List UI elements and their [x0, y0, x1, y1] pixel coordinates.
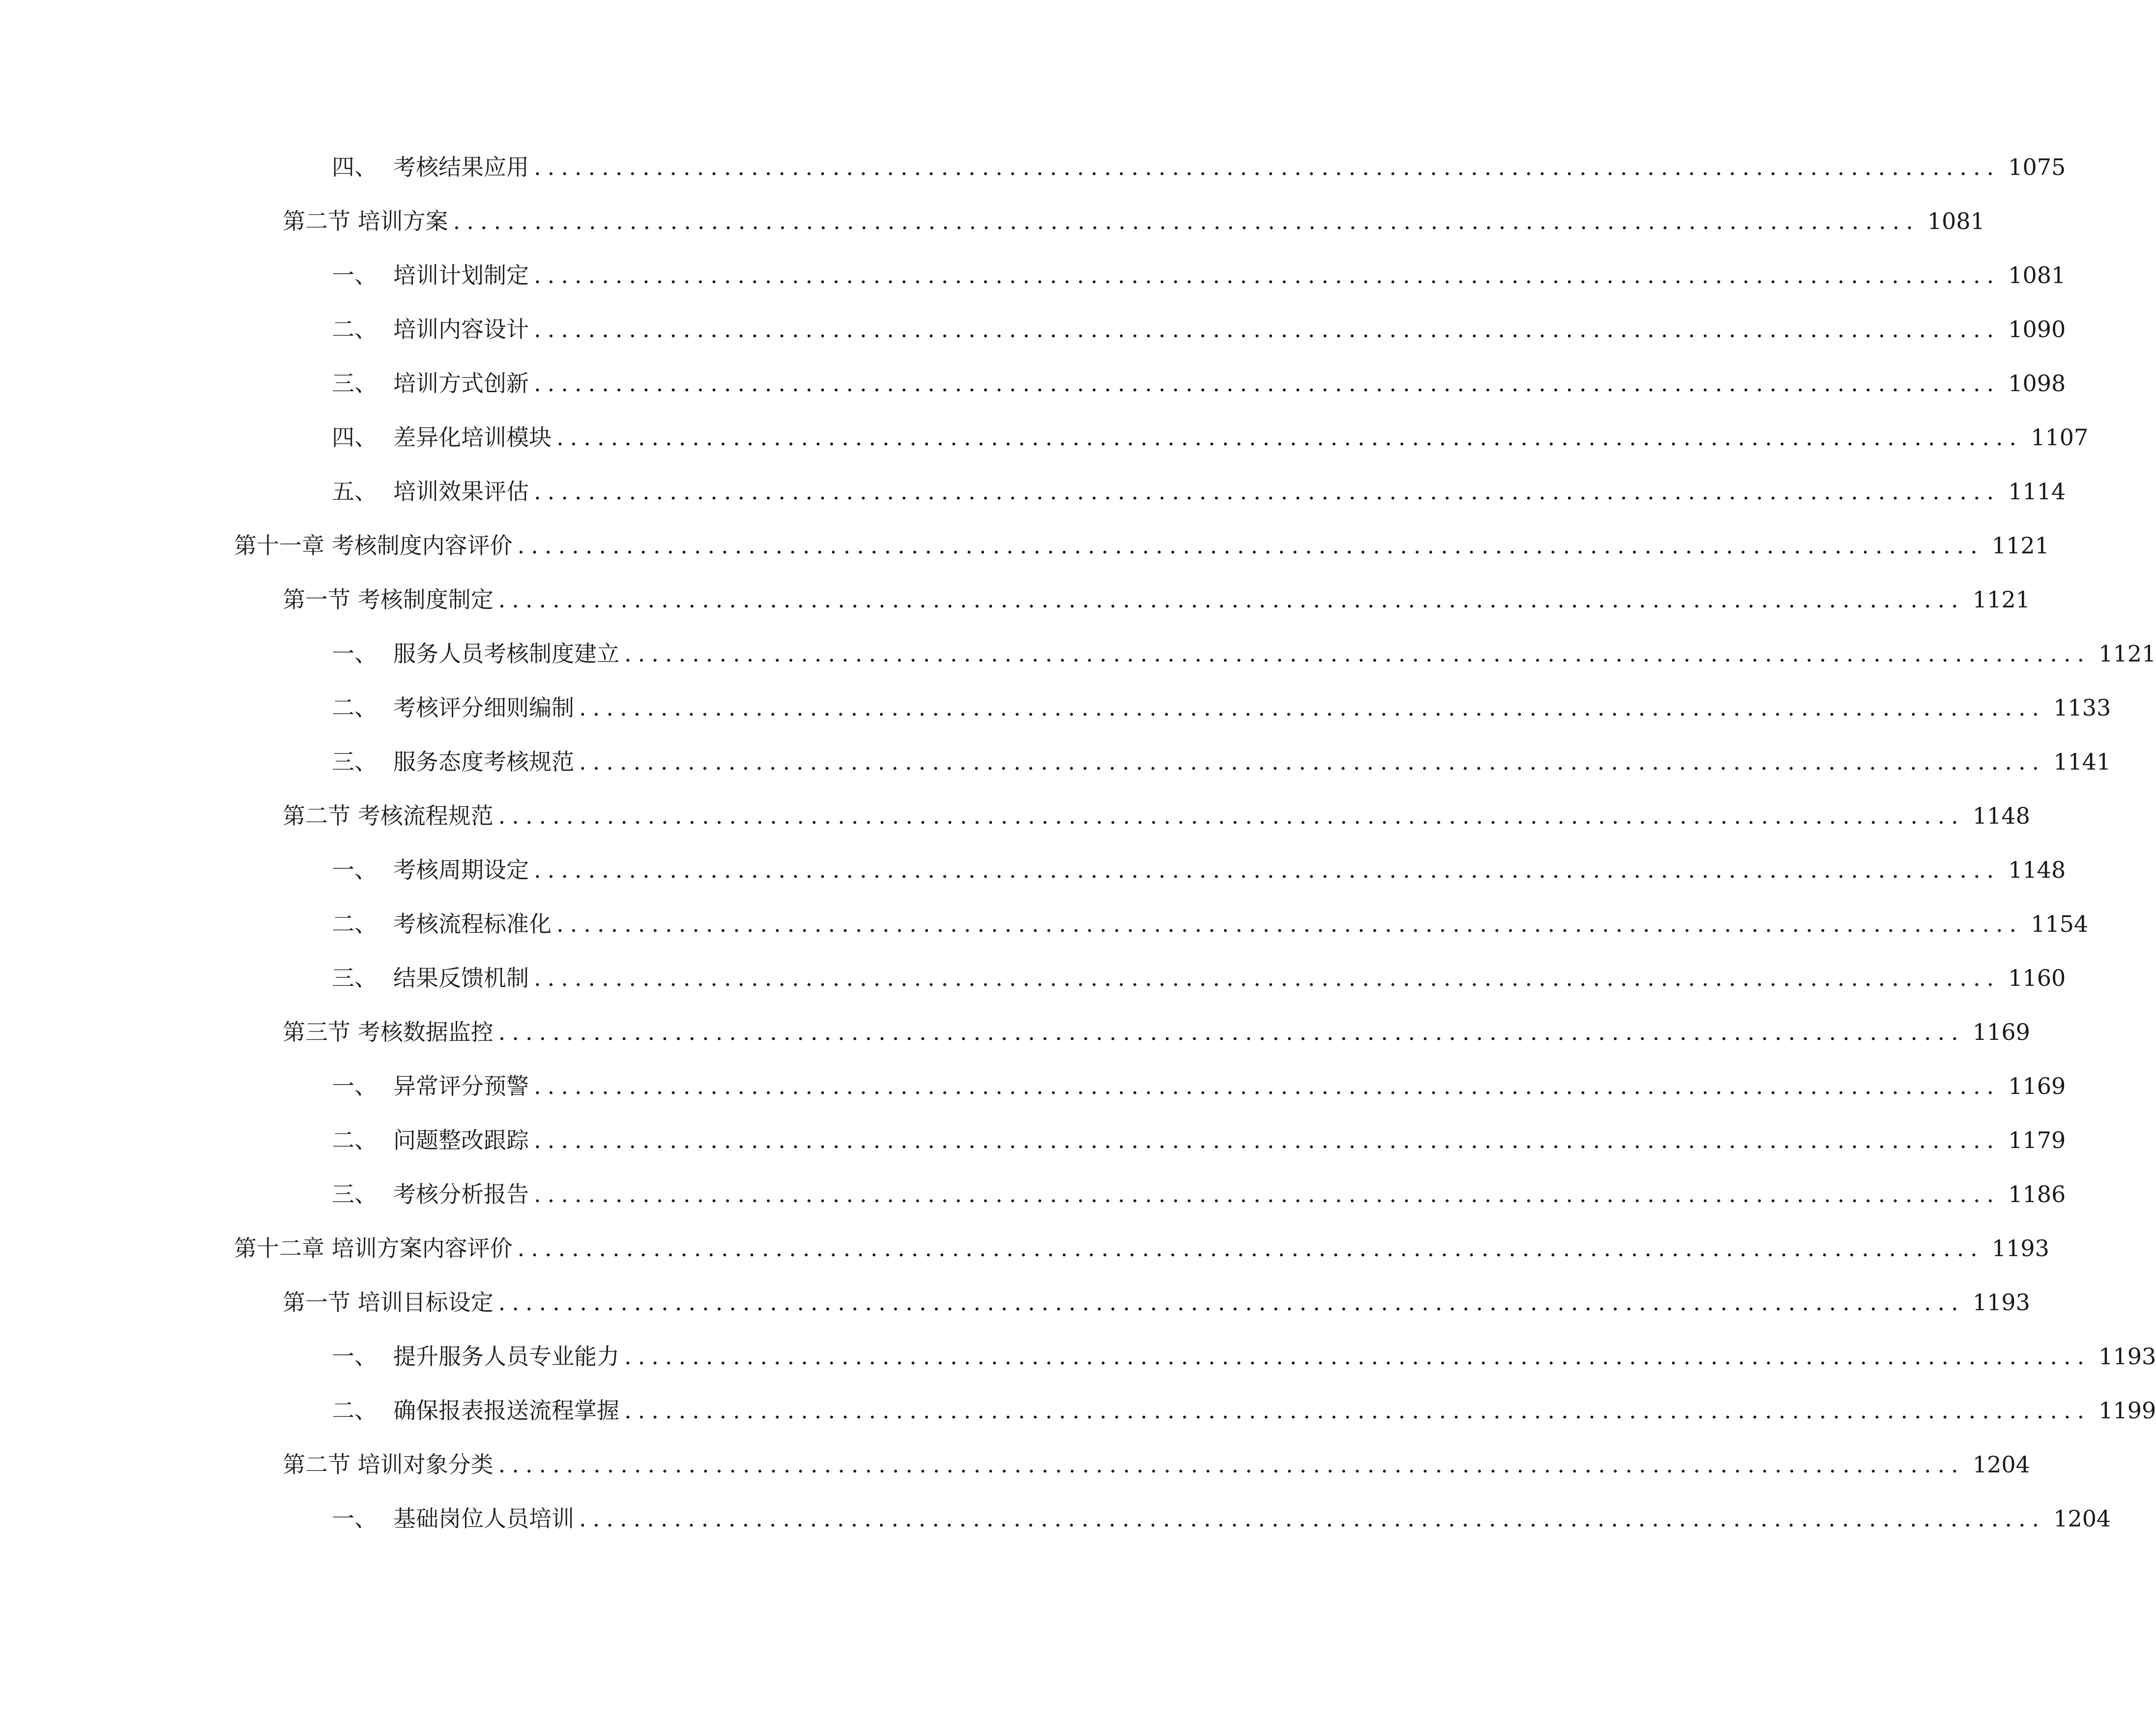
toc-dot-leader: ............................................................................................................ — [624, 1343, 2091, 1370]
toc-entry-number: 二、 — [332, 694, 377, 721]
toc-entry-number: 一、 — [332, 1073, 377, 1099]
toc-entry-number: 二、 — [332, 1397, 377, 1424]
toc-dot-leader: ............................................................................................................ — [498, 1019, 1965, 1045]
toc-entry[interactable] — [332, 256, 2066, 295]
toc-entry-title: 考核评分细则编制 — [393, 694, 574, 721]
toc-entry-number: 二、 — [332, 1127, 377, 1153]
toc-dot-leader: ............................................................................................................ — [534, 154, 2001, 180]
toc-entry-page: 1148 — [2008, 857, 2066, 883]
toc-entry-title: 考核结果应用 — [393, 154, 529, 180]
toc-entry[interactable] — [332, 364, 2066, 403]
toc-entry-page: 1133 — [2053, 694, 2111, 721]
toc-entry-page: 1098 — [2008, 370, 2066, 397]
toc-entry-page: 1121 — [2098, 640, 2156, 667]
toc-entry-page: 1169 — [2008, 1073, 2066, 1099]
toc-entry-title: 第三节 考核数据监控 — [283, 1019, 494, 1045]
toc-entry-title: 第十一章 考核制度内容评价 — [234, 532, 513, 559]
toc-dot-leader: ............................................................................................................ — [534, 1127, 2001, 1153]
toc-entry-title: 考核分析报告 — [393, 1181, 529, 1207]
toc-dot-leader: ............................................................................................................ — [498, 1451, 1965, 1478]
toc-entry-title: 第十二章 培训方案内容评价 — [234, 1235, 513, 1262]
toc-dot-leader: ............................................................................................................ — [453, 208, 1920, 234]
toc-entry-title: 培训方式创新 — [393, 370, 529, 397]
toc-entry-page: 1121 — [1991, 532, 2049, 559]
toc-dot-leader: ............................................................................................................ — [579, 1505, 2046, 1532]
toc-entry-page: 1186 — [2008, 1181, 2066, 1207]
toc-entry[interactable] — [332, 1499, 2111, 1538]
toc-dot-leader: ............................................................................................................ — [556, 424, 2023, 451]
toc-entry[interactable] — [332, 634, 2156, 673]
toc-dot-leader: ............................................................................................................ — [534, 965, 2001, 991]
toc-entry[interactable] — [332, 472, 2066, 511]
toc-dot-leader: ............................................................................................................ — [498, 1289, 1965, 1316]
toc-entry[interactable] — [283, 796, 2030, 835]
toc-entry-number: 四、 — [332, 154, 377, 180]
toc-entry[interactable] — [332, 1391, 2156, 1430]
toc-dot-leader: ............................................................................................................ — [534, 1181, 2001, 1207]
toc-dot-leader: ............................................................................................................ — [534, 262, 2001, 288]
toc-entry-number: 三、 — [332, 965, 377, 991]
toc-entry-title: 服务人员考核制度建立 — [393, 640, 619, 667]
toc-entry-page: 1148 — [1972, 803, 2030, 829]
toc-dot-leader: ............................................................................................................ — [534, 478, 2001, 505]
toc-entry[interactable] — [332, 904, 2089, 944]
toc-dot-leader: ............................................................................................................ — [534, 370, 2001, 397]
toc-entry[interactable] — [332, 958, 2066, 998]
toc-entry-page: 1107 — [2031, 424, 2089, 451]
toc-entry-page: 1141 — [2053, 748, 2111, 775]
toc-entry-title: 考核周期设定 — [393, 857, 529, 883]
toc-entry-page: 1193 — [1972, 1289, 2030, 1316]
toc-dot-leader: ............................................................................................................ — [624, 640, 2091, 667]
toc-entry-number: 二、 — [332, 911, 377, 937]
toc-entry-number: 一、 — [332, 1343, 377, 1370]
toc-entry-page: 1199 — [2098, 1397, 2156, 1424]
toc-entry-title: 第一节 考核制度制定 — [283, 586, 494, 613]
toc-entry-number: 三、 — [332, 1181, 377, 1207]
toc-dot-leader: ............................................................................................................ — [534, 857, 2001, 883]
toc-entry-title: 考核流程标准化 — [393, 911, 552, 937]
toc-entry-page: 1075 — [2008, 154, 2066, 180]
toc-entry-number: 四、 — [332, 424, 377, 451]
toc-entry-number: 三、 — [332, 370, 377, 397]
toc-entry-title: 提升服务人员专业能力 — [393, 1343, 619, 1370]
toc-entry[interactable] — [332, 147, 2066, 187]
toc-entry-page: 1160 — [2008, 965, 2066, 991]
toc-entry-number: 一、 — [332, 857, 377, 883]
toc-entry-page: 1090 — [2008, 316, 2066, 343]
toc-dot-leader: ............................................................................................................ — [556, 911, 2023, 937]
toc-entry[interactable] — [332, 1066, 2066, 1106]
toc-entry-page: 1193 — [1991, 1235, 2049, 1262]
toc-entry[interactable] — [332, 688, 2111, 727]
toc-entry[interactable] — [234, 526, 2049, 565]
toc-entry-title: 第二节 培训对象分类 — [283, 1451, 494, 1478]
toc-entry[interactable] — [332, 850, 2066, 890]
toc-entry[interactable] — [283, 1012, 2030, 1052]
toc-dot-leader: ............................................................................................................ — [534, 1073, 2001, 1099]
toc-entry-title: 第二节 培训方案 — [283, 208, 448, 234]
toc-dot-leader: ............................................................................................................ — [534, 316, 2001, 343]
toc-entry[interactable] — [332, 1175, 2066, 1214]
toc-entry-page: 1121 — [1972, 586, 2030, 613]
toc-entry-page: 1114 — [2008, 478, 2066, 505]
toc-dot-leader: ............................................................................................................ — [579, 694, 2046, 721]
toc-entry-title: 结果反馈机制 — [393, 965, 529, 991]
toc-dot-leader: ............................................................................................................ — [579, 748, 2046, 775]
toc-entry-title: 基础岗位人员培训 — [393, 1505, 574, 1532]
toc-entry-number: 二、 — [332, 316, 377, 343]
toc-entry-title: 培训内容设计 — [393, 316, 529, 343]
toc-entry-number: 一、 — [332, 262, 377, 288]
toc-entry[interactable] — [283, 1445, 2030, 1484]
toc-entry-title: 培训计划制定 — [393, 262, 529, 288]
toc-entry-title: 异常评分预警 — [393, 1073, 529, 1099]
toc-entry-title: 问题整改跟踪 — [393, 1127, 529, 1153]
toc-entry-title: 服务态度考核规范 — [393, 748, 574, 775]
toc-dot-leader: ............................................................................................................ — [498, 586, 1965, 613]
toc-entry[interactable] — [332, 1337, 2156, 1376]
toc-dot-leader: ............................................................................................................ — [624, 1397, 2091, 1424]
toc-entry-number: 五、 — [332, 478, 377, 505]
toc-entry[interactable] — [332, 310, 2066, 349]
toc-entry-number: 一、 — [332, 1505, 377, 1532]
toc-entry-title: 差异化培训模块 — [393, 424, 552, 451]
toc-dot-leader: ............................................................................................................ — [517, 1235, 1984, 1262]
toc-entry-page: 1081 — [2008, 262, 2066, 288]
toc-entry-page: 1179 — [2008, 1127, 2066, 1153]
toc-entry-number: 一、 — [332, 640, 377, 667]
toc-dot-leader: ............................................................................................................ — [517, 532, 1984, 559]
toc-entry[interactable] — [332, 1121, 2066, 1160]
toc-entry-page: 1204 — [2053, 1505, 2111, 1532]
toc-entry-page: 1081 — [1927, 208, 1985, 234]
toc-entry[interactable] — [234, 1229, 2049, 1268]
toc-entry-page: 1169 — [1972, 1019, 2030, 1045]
toc-entry-title: 第一节 培训目标设定 — [283, 1289, 494, 1316]
toc-entry[interactable] — [283, 201, 1985, 241]
toc-entry-title: 确保报表报送流程掌握 — [393, 1397, 619, 1424]
toc-entry[interactable] — [283, 1283, 2030, 1322]
toc-dot-leader: ............................................................................................................ — [498, 803, 1965, 829]
toc-entry[interactable] — [283, 580, 2030, 619]
toc-entry-number: 三、 — [332, 748, 377, 775]
toc-entry-title: 培训效果评估 — [393, 478, 529, 505]
toc-entry-title: 第二节 考核流程规范 — [283, 803, 494, 829]
toc-entry-page: 1193 — [2098, 1343, 2156, 1370]
toc-entry-page: 1204 — [1972, 1451, 2030, 1478]
toc-entry[interactable] — [332, 418, 2089, 457]
toc-entry[interactable] — [332, 742, 2111, 781]
toc-entry-page: 1154 — [2031, 911, 2089, 937]
